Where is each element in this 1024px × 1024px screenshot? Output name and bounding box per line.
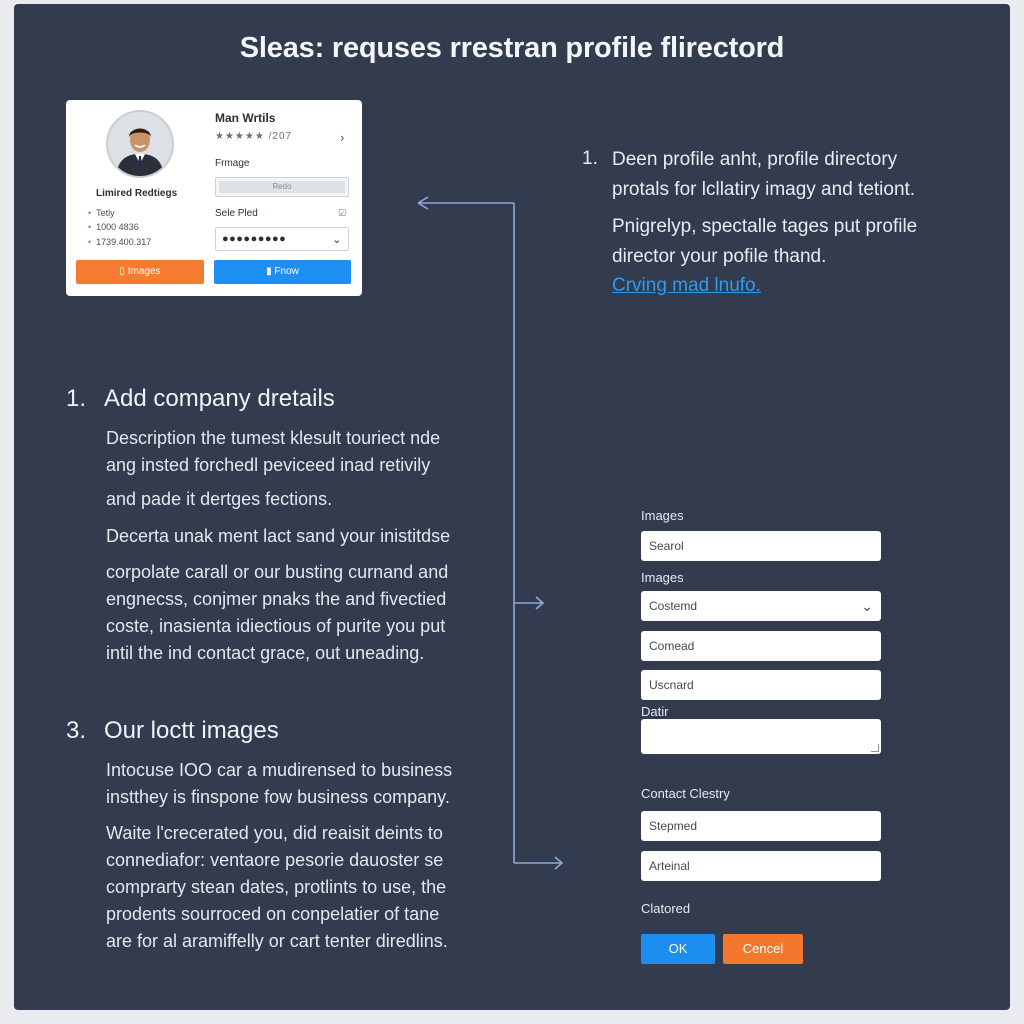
meta-item: • 1000 4836 [88,222,139,232]
datir-textarea[interactable] [641,719,881,754]
images-select[interactable]: Costemd ⌄ [641,591,881,621]
section-heading-images: 3. Our loctt images [66,717,279,744]
info-link-wrap [612,271,761,301]
arrow-to-form-2 [514,857,562,869]
resize-handle-icon[interactable] [871,744,879,752]
profile-name: Man Wrtils [215,111,276,125]
section-paragraph: Intocuse IOO car a mudirensed to business instthey is finspone fow business company. [106,760,453,807]
arrow-to-form-1 [514,597,543,609]
images-button[interactable]: ▯ Images [76,260,204,284]
section-paragraph: corpolate carall or our busting curnand and engnecss, conjmer pnaks the and fivectied coste, inasienta idiectious of purite you put intil the ind contact grace, out uneading. [106,562,449,663]
stepmed-input[interactable]: Stepmed [641,811,881,841]
image-icon: ▯ [119,266,128,277]
bullet-icon: • [88,237,92,247]
follow-button[interactable]: ▮ Fnow [214,260,351,284]
arteinal-input[interactable]: Arteinal [641,851,881,881]
section-paragraph: Description the tumest klesult touriect nde ang insted forchedl peviceed inad retivily and pade it dertges fections. [106,428,441,509]
form-label-clatored: Clatored [641,901,691,916]
field-label: Sele Pled [215,208,258,219]
star-rating: ★★★★★ /207 [215,131,293,142]
bullet-icon: • [88,222,92,232]
section-heading-company: 1. Add company dretails [66,385,335,412]
ok-button[interactable]: OK [641,934,715,964]
section-paragraph: Waite l'crecerated you, did reaisit deints to connediafor: ventaore pesorie dauoster se comprarty stean dates, protlints to use, the prodents sourroced on conpelatier of tane are for al aramiffelly or cart tenter diredlins. [106,823,448,951]
step-description: Deen profile anht, profile directory protals for lcllatiry imagy and tetiont. [612,149,916,200]
page-title: Sleas: requses rrestran profile flirectord [239,32,785,64]
meta-item: • 1739.400.317 [88,237,152,247]
chevron-right-icon[interactable]: › [340,130,345,145]
company-name: Limired Redtiegs [96,188,178,199]
uscnard-input[interactable]: Uscnard [641,670,881,700]
checkbox-icon[interactable]: ☑ [338,208,347,218]
image-label: Frmage [215,158,250,169]
chevron-down-icon: ⌄ [332,233,342,246]
chevron-down-icon: ⌄ [861,597,873,614]
meta-item: • Tetly [88,208,115,218]
form-label-images: Images [641,570,684,585]
step-description-2: Pnigrelyp, spectalle tages put profile director your pofile thand. [612,216,918,267]
form-label-images: Images [641,508,684,523]
bullet-icon: • [88,208,92,218]
form-label-contact: Contact Clestry [641,786,730,801]
search-input[interactable]: Searol [641,531,881,561]
user-icon: ▮ [266,266,275,277]
comead-input[interactable]: Comead [641,631,881,661]
info-link[interactable]: Crving mad lnufo. [612,275,761,296]
password-mask: ●●●●●●●●● [222,233,287,245]
form-label-datir: Datir [641,704,669,719]
section-paragraph: Decerta unak ment lact sand your inistitdse [106,526,451,546]
cancel-button[interactable]: Cencel [723,934,803,964]
image-field[interactable]: Redo [215,177,349,197]
step-number: 1. [582,148,598,169]
